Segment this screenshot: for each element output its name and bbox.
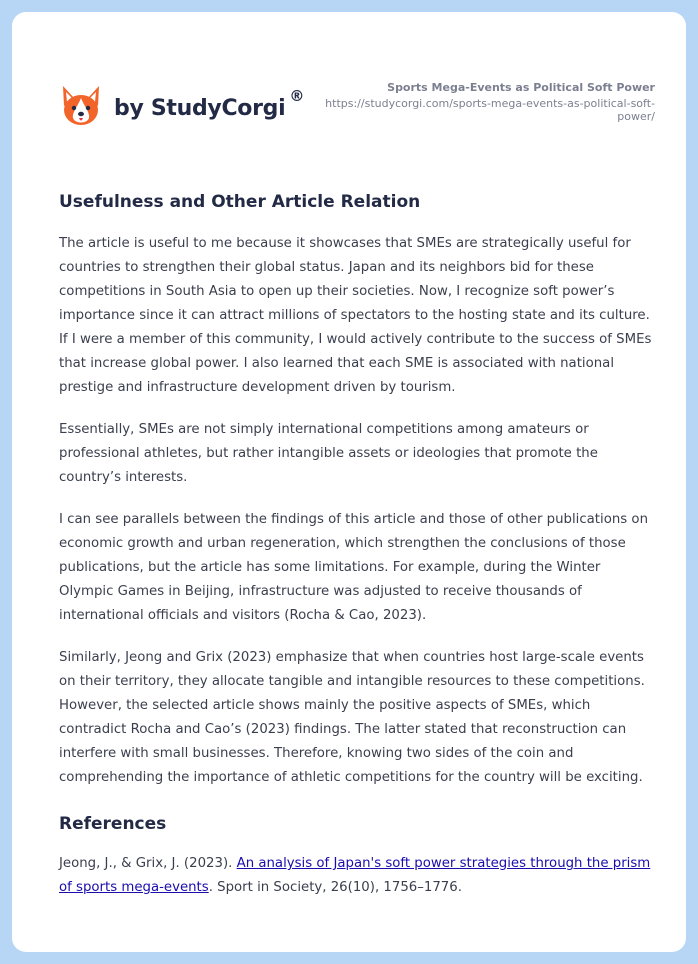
document-title: Sports Mega-Events as Political Soft Power xyxy=(387,81,655,94)
reference-source: . Sport in Society, 26(10), 1756–1776. xyxy=(208,880,462,895)
paragraph: Essentially, SMEs are not simply international competitions among amateurs or professional athletes, but rather intangible assets or ideologies that promote the country’s interests. xyxy=(59,422,598,485)
references-heading: References xyxy=(59,814,167,834)
reference-link[interactable]: An analysis of Japan's soft power strategies through the prism of sports mega-events xyxy=(59,856,651,895)
reference-authors: Jeong, J., & Grix, J. (2023). xyxy=(59,856,237,871)
studycorgi-logo[interactable] xyxy=(60,76,304,136)
document-url[interactable] xyxy=(295,97,655,123)
article-body xyxy=(59,172,659,900)
corgi-icon xyxy=(60,84,102,128)
reference-item xyxy=(59,852,659,900)
brand-name: by StudyCorgi xyxy=(114,95,286,121)
paragraph: The article is useful to me because it showcases that SMEs are strategically useful for countries to strengthen their global status. Japan and its neighbors bid for these competitions in South Asia to open up their societies. Now, I recognize soft power’s importance since it can attract millions of spectators to the hosting state and its culture. If I were a member of this community, I would actively contribute to the success of SMEs that increase global power. I also learned that each SME is associated with national prestige and infrastructure development driven by tourism. xyxy=(59,236,652,395)
document-url-line-2: power/ xyxy=(617,110,655,123)
paragraph: Similarly, Jeong and Grix (2023) emphasize that when countries host large-scale events on their territory, they allocate tangible and intangible resources to these competitions. However, the selected article shows mainly the positive aspects of SMEs, which contradict Rocha and Cao’s (2023) findings. The latter stated that reconstruction can interfere with small businesses. Therefore, knowing two sides of the coin and comprehending the importance of athletic competitions for the country will be exciting. xyxy=(59,650,645,785)
document-url-line-1: https://studycorgi.com/sports-mega-events-as-political-soft- xyxy=(325,97,655,110)
document-meta xyxy=(295,80,655,123)
document-page xyxy=(12,12,686,952)
registered-mark: ® xyxy=(289,87,305,105)
paragraph: I can see parallels between the findings of this article and those of other publications on economic growth and urban regeneration, which strengthen the conclusions of those publications, but the article has some limitations. For example, during the Winter Olympic Games in Beijing, infrastructure was adjusted to receive thousands of international officials and visitors (Rocha & Cao, 2023). xyxy=(59,512,648,623)
section-heading: Usefulness and Other Article Relation xyxy=(59,192,421,212)
